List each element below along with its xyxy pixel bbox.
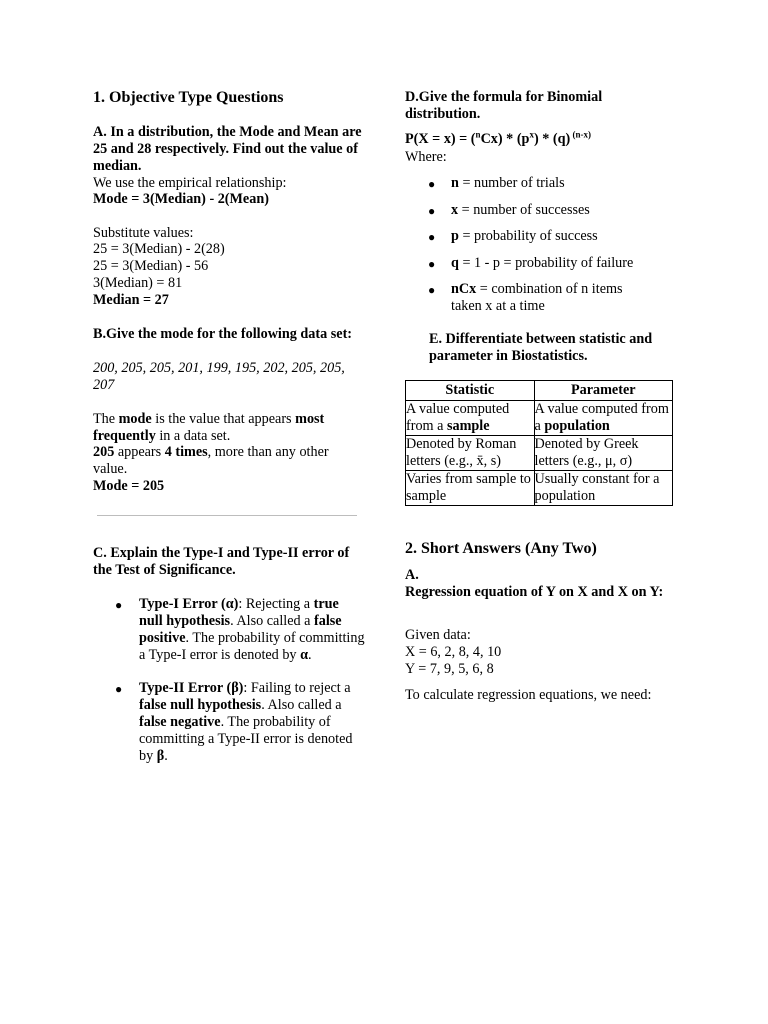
binomial-item-p: p = probability of success bbox=[451, 228, 598, 244]
y-data: Y = 7, 9, 5, 6, 8 bbox=[405, 661, 494, 677]
binomial-item-n: n = number of trials bbox=[451, 175, 565, 191]
table-cell: A value computed from a population bbox=[534, 401, 673, 436]
qa-step-2: 25 = 3(Median) - 56 bbox=[93, 258, 209, 274]
qa-formula: Mode = 3(Median) - 2(Mean) bbox=[93, 191, 269, 207]
bullet-icon: ● bbox=[428, 177, 436, 191]
section-2-heading: 2. Short Answers (Any Two) bbox=[405, 540, 597, 557]
qb-result: Mode = 205 bbox=[93, 478, 165, 494]
question-b: B.Give the mode for the following data set: bbox=[93, 326, 353, 342]
qa-intro: We use the empirical relationship: bbox=[93, 175, 287, 191]
bullet-icon: ● bbox=[428, 204, 436, 218]
bullet-icon: ● bbox=[115, 598, 123, 612]
section-divider bbox=[97, 515, 357, 516]
bullet-icon: ● bbox=[115, 682, 123, 696]
type-i-error-item: Type-I Error (α): Rejecting a true null hypothesis. Also called a false positive. The probability of committing a Type-I error is denoted by α. bbox=[139, 596, 365, 663]
bullet-icon: ● bbox=[428, 283, 436, 297]
binomial-formula: $P(X = x) = (^nCx) * (p^x) * (q)$ $^{(n-x)}$ bbox=[405, 129, 591, 147]
table-header: Parameter bbox=[534, 381, 673, 401]
section-1-heading: 1. Objective Type Questions bbox=[93, 89, 284, 106]
table-header-row bbox=[406, 381, 673, 401]
qa-result: Median = 27 bbox=[93, 292, 169, 308]
binomial-item-x: x = number of successes bbox=[451, 202, 590, 218]
question-d: D.Give the formula for Binomial distribution. bbox=[405, 89, 603, 122]
table-cell: A value computed from a sample bbox=[406, 401, 535, 436]
table-cell: Denoted by Greek letters (e.g., μ, σ) bbox=[534, 436, 673, 471]
statistic-parameter-table bbox=[405, 380, 673, 506]
given-data-label: Given data: bbox=[405, 627, 471, 643]
x-data: X = 6, 2, 8, 4, 10 bbox=[405, 644, 502, 660]
sec2-label-a: A. bbox=[405, 567, 419, 583]
qa-substitute-label: Substitute values: bbox=[93, 225, 194, 241]
question-e: E. Differentiate between statistic and parameter in Biostatistics. bbox=[429, 331, 653, 364]
regression-question: Regression equation of Y on X and X on Y: bbox=[405, 584, 664, 600]
question-c: C. Explain the Type-I and Type-II error of the Test of Significance. bbox=[93, 545, 350, 578]
table-row bbox=[406, 436, 673, 471]
table-row bbox=[406, 401, 673, 436]
binomial-item-q: q = 1 - p = probability of failure bbox=[451, 255, 634, 271]
question-a: A. In a distribution, the Mode and Mean are 25 and 28 respectively. Find out the value of median. bbox=[93, 124, 362, 174]
table-cell: Varies from sample to sample bbox=[406, 471, 535, 506]
qb-explanation: The mode is the value that appears most frequently in a data set. bbox=[93, 411, 325, 444]
type-ii-error-item: Type-II Error (β): Failing to reject a false null hypothesis. Also called a false negative. The probability of committing a Type-II error is denoted by β. bbox=[139, 680, 353, 764]
table-cell: Usually constant for a population bbox=[534, 471, 673, 506]
calc-intro: To calculate regression equations, we need: bbox=[405, 687, 652, 703]
qa-step-3: 3(Median) = 81 bbox=[93, 275, 183, 291]
binomial-item-ncx: nCx = combination of n items taken x at a time bbox=[451, 281, 623, 314]
qb-data-set: 200, 205, 205, 201, 199, 195, 202, 205, 205, 207 bbox=[93, 360, 345, 393]
bullet-icon: ● bbox=[428, 257, 436, 271]
bullet-icon: ● bbox=[428, 230, 436, 244]
table-cell: Denoted by Roman letters (e.g., x̄, s) bbox=[406, 436, 535, 471]
qa-step-1: 25 = 3(Median) - 2(28) bbox=[93, 241, 225, 257]
table-row bbox=[406, 471, 673, 506]
qb-appearance: 205 appears 4 times, more than any other value. bbox=[93, 444, 329, 477]
where-label: Where: bbox=[405, 149, 447, 165]
table-header: Statistic bbox=[406, 381, 535, 401]
